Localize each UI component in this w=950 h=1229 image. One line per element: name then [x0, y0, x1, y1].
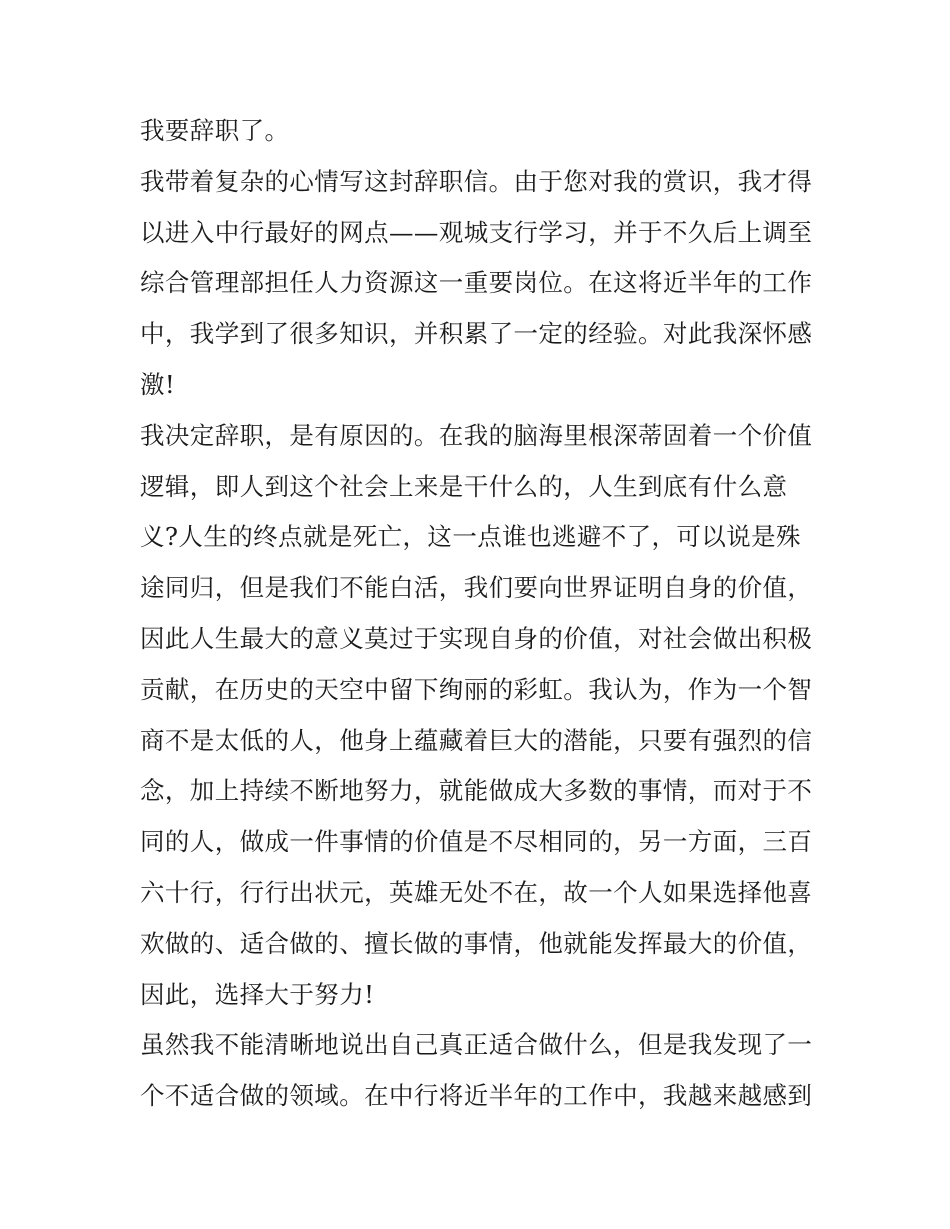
text-line-5: 中，我学到了很多知识，并积累了一定的经验。对此我深怀感 [140, 319, 813, 349]
text-line-16: 六十行，行行出状元，英雄无处不在，故一个人如果选择他喜 [140, 877, 813, 907]
text-line-14: 念，加上持续不断地努力，就能做成大多数的事情，而对于不 [140, 776, 813, 806]
text-line-11: 因此人生最大的意义莫过于实现自身的价值，对社会做出积极 [140, 623, 813, 653]
text-line-1: 我要辞职了。 [140, 116, 290, 145]
text-line-13: 商不是太低的人，他身上蕴藏着巨大的潜能，只要有强烈的信 [140, 725, 813, 755]
text-line-3: 以进入中行最好的网点——观城支行学习，并于不久后上调至 [140, 217, 813, 247]
text-line-4: 综合管理部担任人力资源这一重要岗位。在这将近半年的工作 [140, 268, 813, 298]
text-line-18: 因此，选择大于努力! [140, 979, 375, 1009]
text-line-6: 激! [140, 369, 176, 399]
text-line-10: 途同归，但是我们不能白活，我们要向世界证明自身的价值， [140, 573, 813, 603]
text-line-7: 我决定辞职，是有原因的。在我的脑海里根深蒂固着一个价值 [140, 420, 813, 450]
text-line-19: 虽然我不能清晰地说出自己真正适合做什么，但是我发现了一 [140, 1030, 813, 1060]
letter-body [140, 106, 815, 1122]
text-line-20: 个不适合做的领域。在中行将近半年的工作中，我越来越感到 [140, 1081, 813, 1111]
text-line-17: 欢做的、适合做的、擅长做的事情，他就能发挥最大的价值， [140, 928, 813, 958]
text-line-2: 我带着复杂的心情写这封辞职信。由于您对我的赏识，我才得 [140, 166, 813, 196]
text-line-9: 义?人生的终点就是死亡，这一点谁也逃避不了，可以说是殊 [140, 522, 801, 552]
text-line-12: 贡献，在历史的天空中留下绚丽的彩虹。我认为，作为一个智 [140, 674, 813, 704]
text-line-15: 同的人，做成一件事情的价值是不尽相同的，另一方面，三百 [140, 827, 813, 857]
text-line-8: 逻辑，即人到这个社会上来是干什么的，人生到底有什么意 [140, 471, 788, 501]
